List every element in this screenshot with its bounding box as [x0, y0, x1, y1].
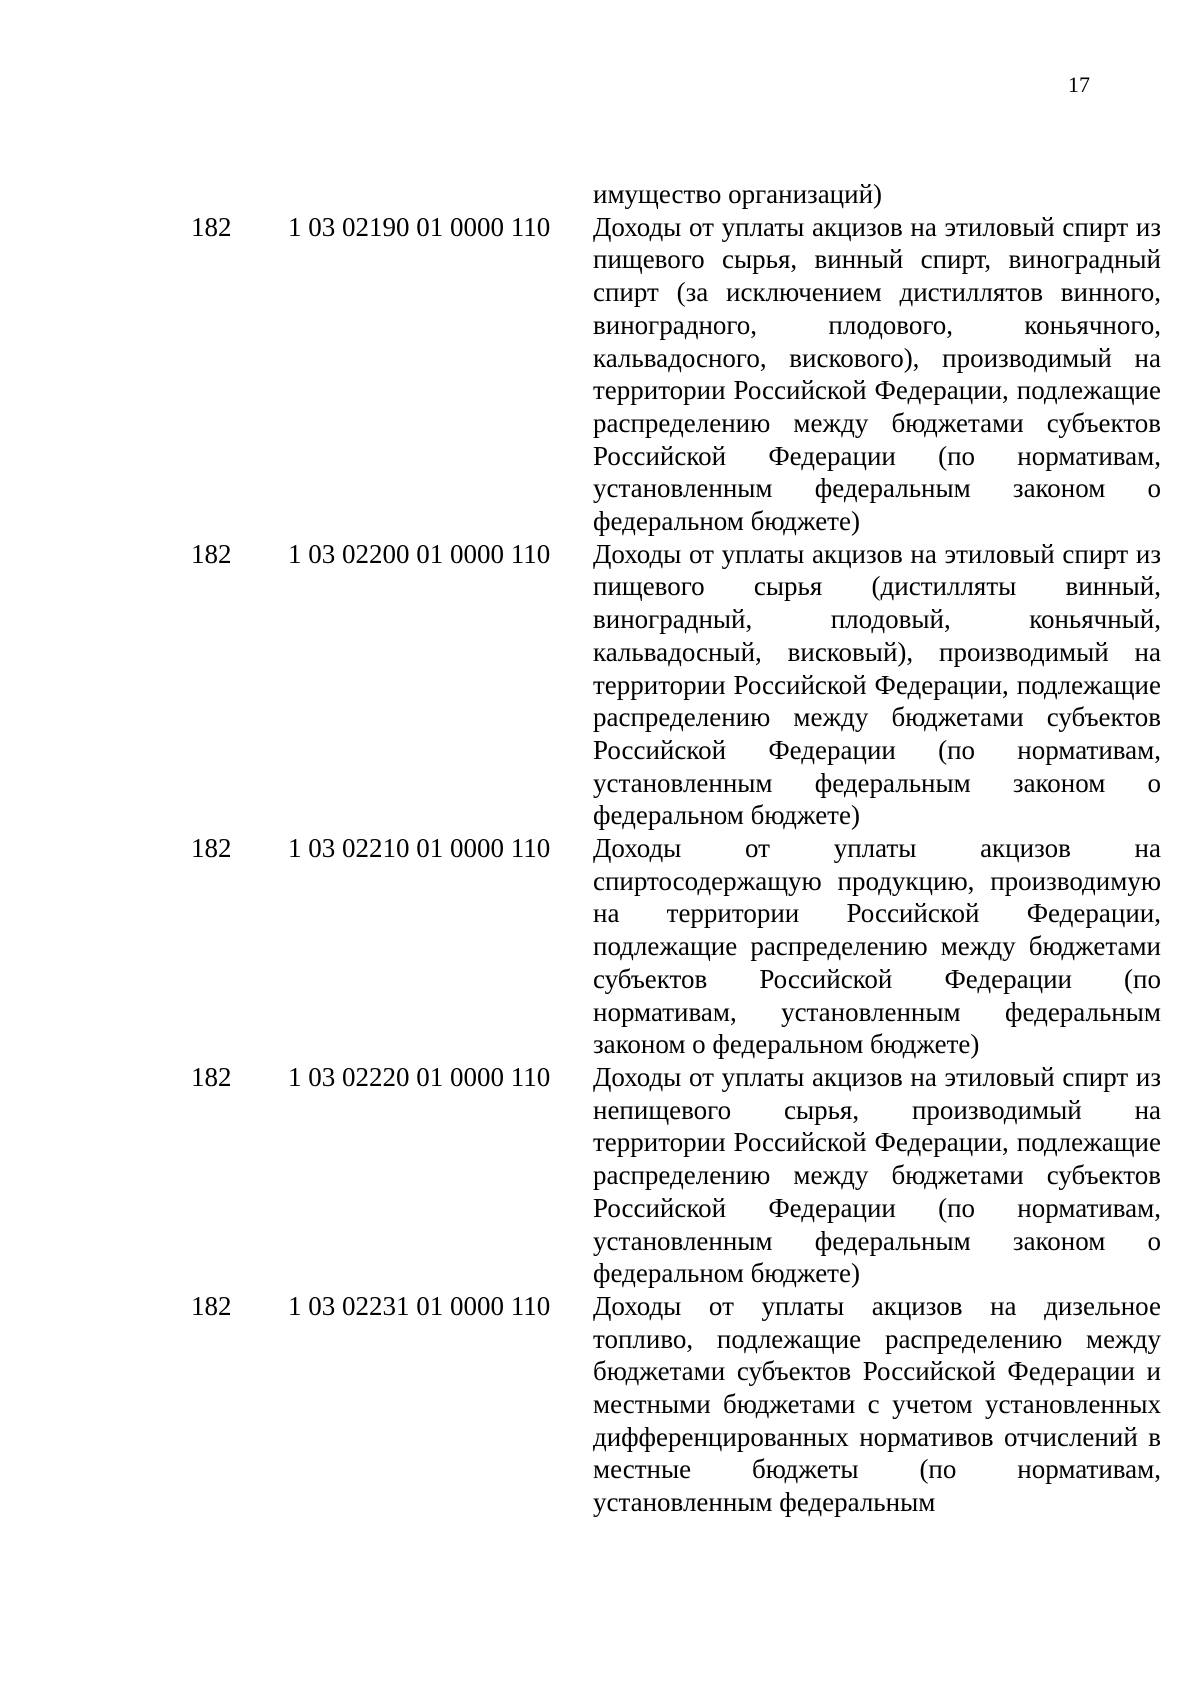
revenue-description: Доходы от уплаты акцизов на этиловый спирт из непищевого сырья, производимый на территории Российской Федерации, подлежащие распределению между бюджетами субъектов Российской Федерации (по нормативам, установленным федеральным законом о федеральном бюджете) — [593, 1061, 1161, 1289]
table-row — [0, 1061, 1200, 1290]
administrator-code: 182 — [191, 1290, 232, 1321]
administrator-code: 182 — [191, 833, 232, 864]
administrator-code: 182 — [191, 1061, 232, 1092]
budget-classification-code: 1 03 02200 01 0000 110 — [288, 538, 551, 569]
revenue-description: Доходы от уплаты акцизов на этиловый спирт из пищевого сырья (дистилляты винный, виноградный, плодовый, коньячный, кальвадосный, висковый), производимый на территории Российской Федерации, подлежащие распределению между бюджетами субъектов Российской Федерации (по нормативам, установленным федеральным законом о федеральном бюджете) — [593, 538, 1161, 831]
revenue-description: Доходы от уплаты акцизов на дизельное топливо, подлежащие распределению между бюджетами субъектов Российской Федерации и местными бюджетами с учетом установленных дифференцированных нормативов отчислений в местные бюджеты (по нормативам, установленным федеральным — [593, 1290, 1161, 1518]
table-row-continuation — [0, 178, 1200, 211]
budget-classification-code: 1 03 02190 01 0000 110 — [288, 211, 551, 242]
description-continuation: имущество организаций) — [593, 179, 883, 209]
table-row — [0, 538, 1200, 832]
budget-classification-code: 1 03 02220 01 0000 110 — [288, 1061, 551, 1092]
budget-classification-code: 1 03 02210 01 0000 110 — [288, 833, 551, 864]
table-row — [0, 211, 1200, 538]
revenue-description: Доходы от уплаты акцизов на спиртосодержащую продукцию, производимую на территории Российской Федерации, подлежащие распределению между бюджетами субъектов Российской Федерации (по нормативам, установленным федеральным законом о федеральном бюджете) — [593, 833, 1161, 1060]
administrator-code: 182 — [191, 538, 232, 569]
budget-classification-code: 1 03 02231 01 0000 110 — [288, 1290, 551, 1321]
revenue-description: Доходы от уплаты акцизов на этиловый спирт из пищевого сырья, винный спирт, виноградный спирт (за исключением дистиллятов винного, виноградного, плодового, коньячного, кальвадосного, вискового), производимый на территории Российской Федерации, подлежащие распределению между бюджетами субъектов Российской Федерации (по нормативам, установленным федеральным законом о федеральном бюджете) — [593, 211, 1161, 537]
page-number: 17 — [1068, 72, 1090, 97]
administrator-code: 182 — [191, 211, 232, 242]
revenue-codes-table — [0, 178, 1200, 1519]
table-row — [0, 832, 1200, 1061]
table-row — [0, 1290, 1200, 1519]
